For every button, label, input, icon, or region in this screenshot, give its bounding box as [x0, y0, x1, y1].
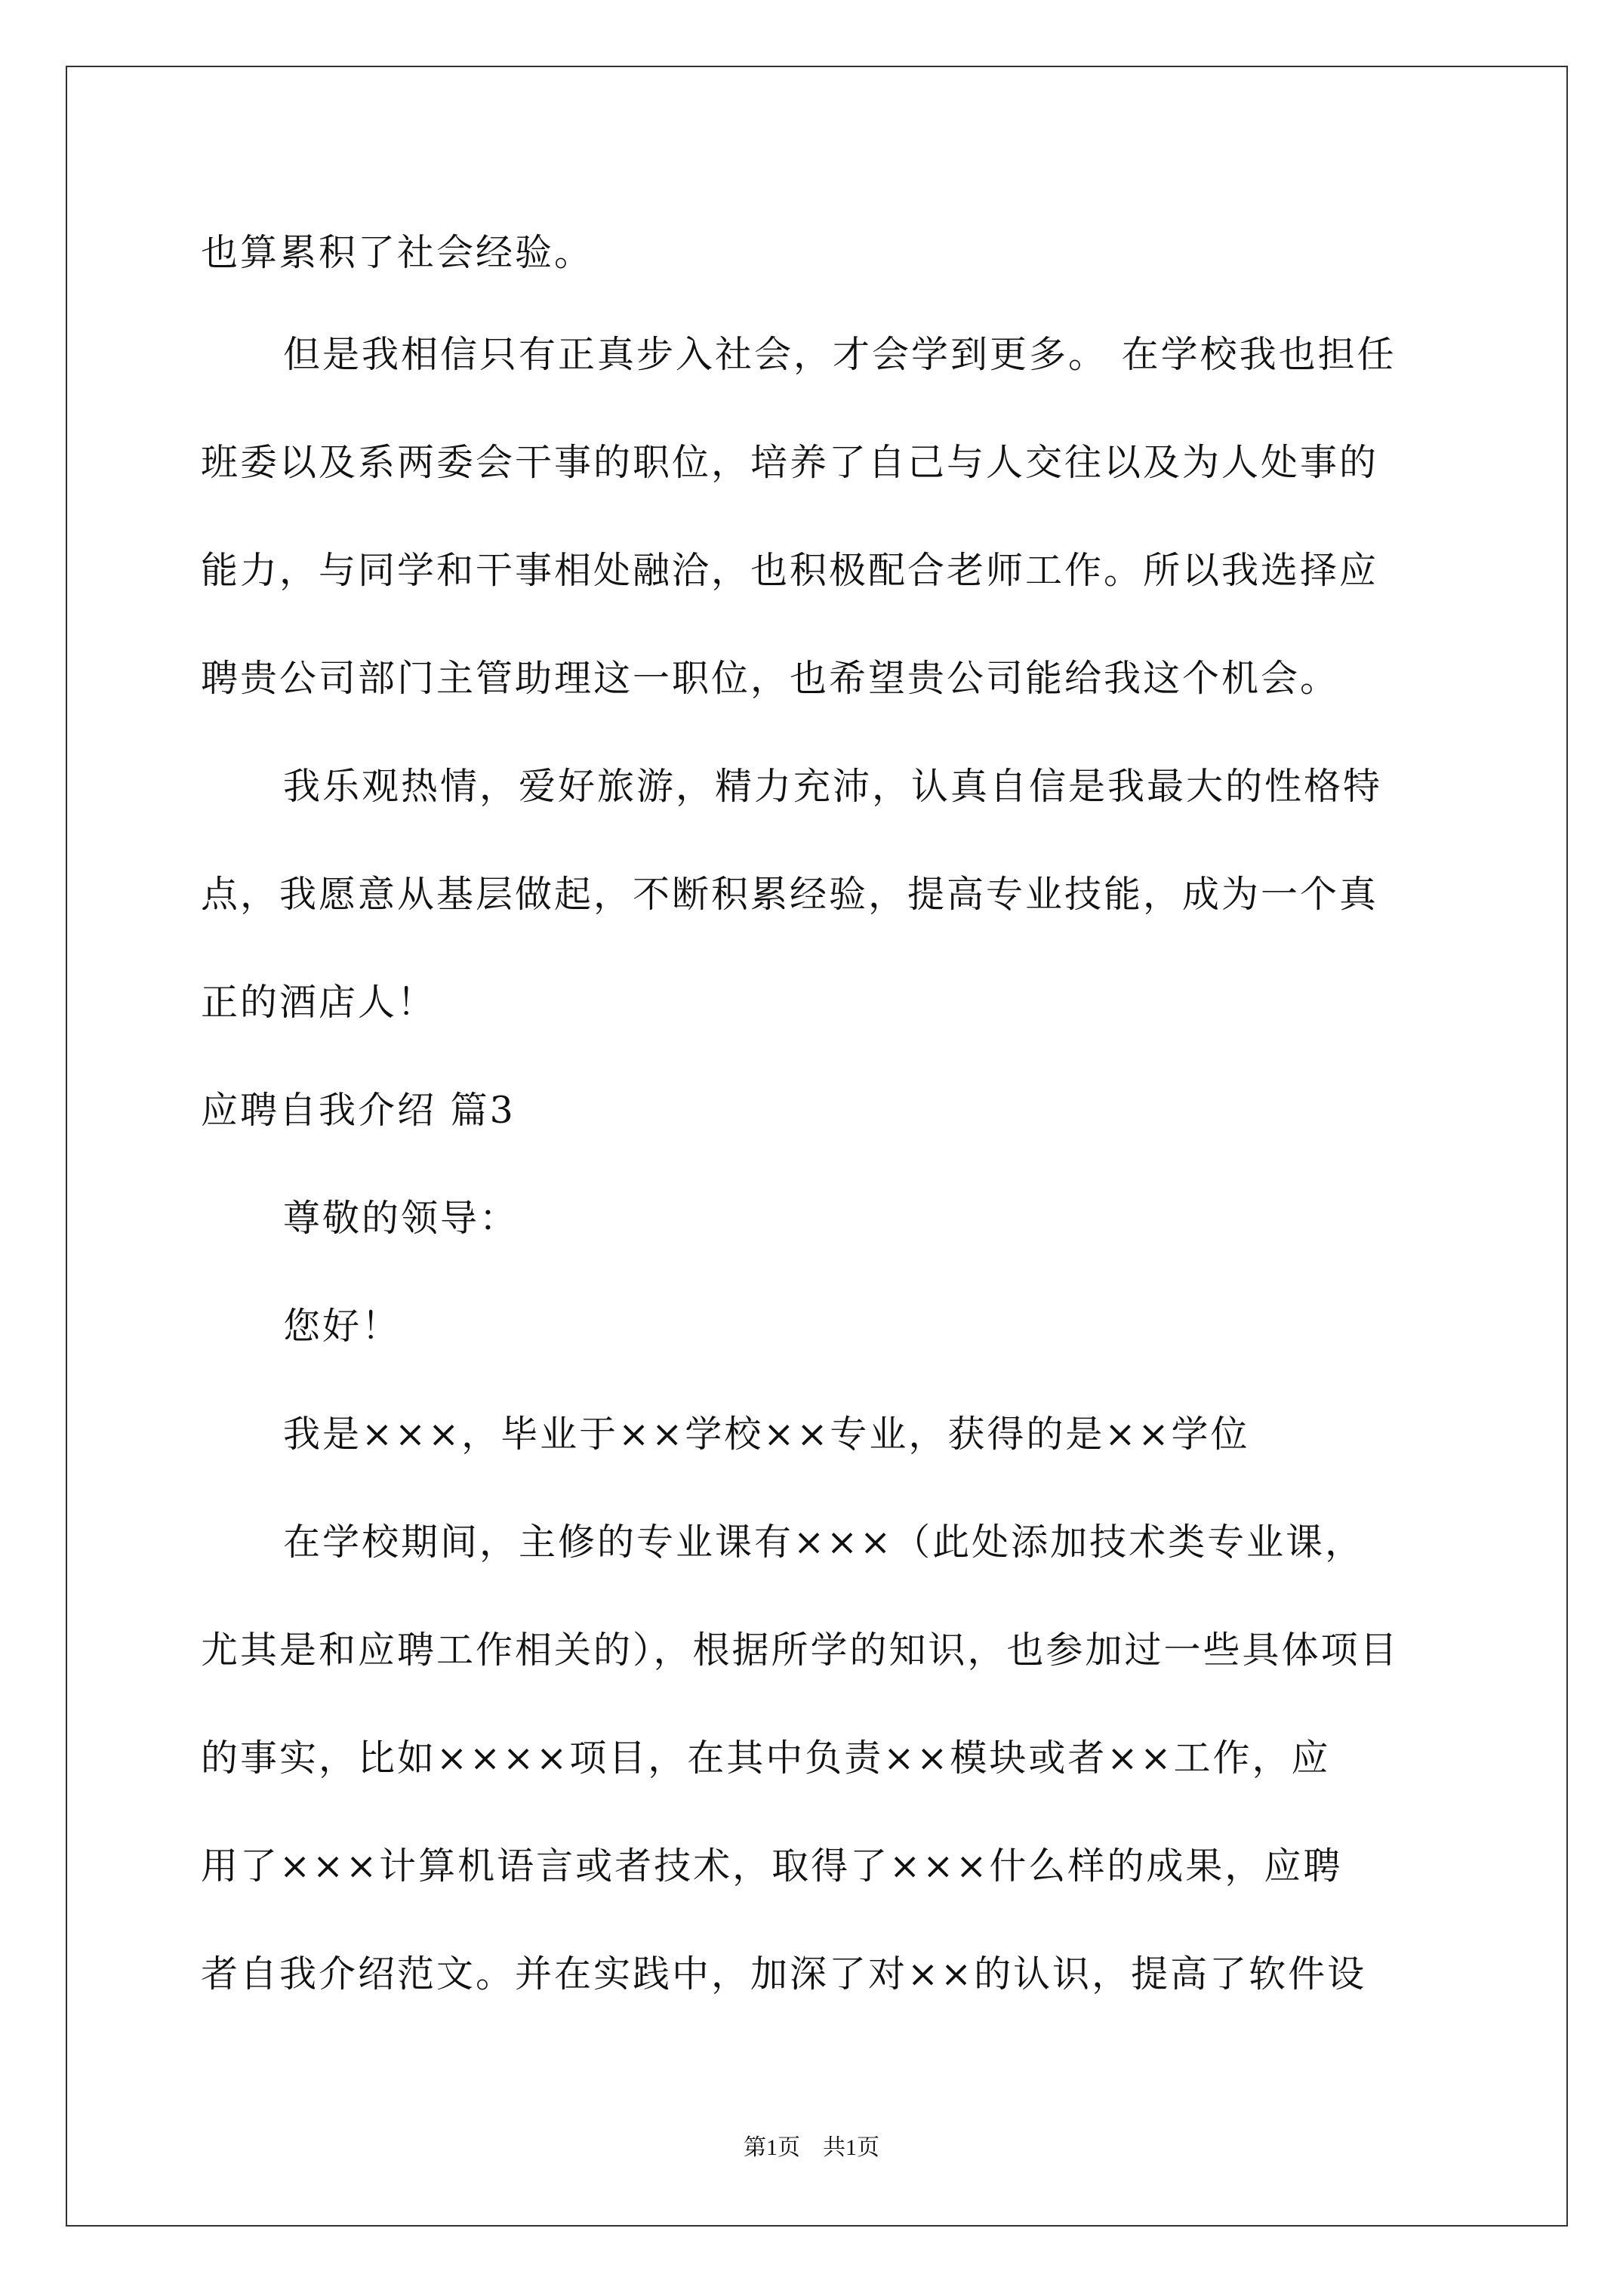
text-line-1: 也算累积了社会经验。: [201, 231, 594, 274]
text-line-15: 的事实，比如××××项目，在其中负责××模块或者××工作，应: [201, 1737, 1331, 1780]
text-line-3: 班委以及系两委会干事的职位，培养了自己与人交往以及为人处事的: [201, 441, 1379, 484]
text-line-12: 我是×××，毕业于××学校××专业，获得的是××学位: [283, 1413, 1250, 1456]
page-footer: 第1页 共1页: [744, 2135, 879, 2160]
text-line-4: 能力，与同学和干事相处融洽，也积极配合老师工作。所以我选择应: [201, 549, 1379, 592]
text-line-6: 我乐观热情，爱好旅游，精力充沛，认真自信是我最大的性格特: [283, 765, 1383, 808]
text-line-7: 点，我愿意从基层做起，不断积累经验，提高专业技能，成为一个真: [201, 873, 1379, 916]
text-line-salutation: 尊敬的领导：: [283, 1197, 519, 1240]
text-line-8: 正的酒店人！: [201, 981, 437, 1024]
text-line-13: 在学校期间，主修的专业课有×××（此处添加技术类专业课，: [283, 1521, 1365, 1564]
text-line-2: 但是我相信只有正真步入社会，才会学到更多。 在学校我也担任: [283, 333, 1397, 376]
text-line-17: 者自我介绍范文。并在实践中，加深了对××的认识，提高了软件设: [201, 1952, 1367, 1996]
text-line-14: 尤其是和应聘工作相关的），根据所学的知识，也参加过一些具体项目: [201, 1629, 1400, 1672]
text-line-5: 聘贵公司部门主管助理这一职位，也希望贵公司能给我这个机会。: [201, 657, 1340, 700]
text-line-greeting: 您好！: [283, 1305, 402, 1348]
page-border: [66, 66, 1568, 2227]
text-line-16: 用了×××计算机语言或者技术，取得了×××什么样的成果，应聘: [201, 1845, 1343, 1888]
section-heading: 应聘自我介绍 篇3: [201, 1089, 516, 1132]
